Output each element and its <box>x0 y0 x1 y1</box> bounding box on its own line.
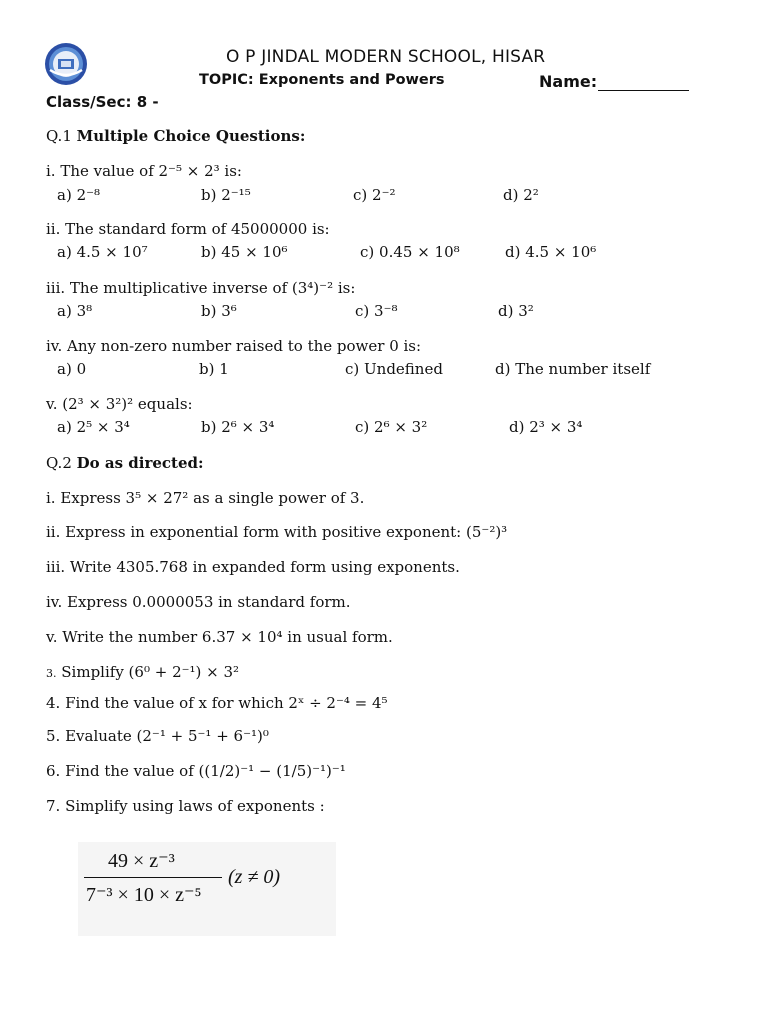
mcq-1-stem: i. The value of 2⁻⁵ × 2³ is: <box>46 162 242 180</box>
mcq-1-option-b: b) 2⁻¹⁵ <box>201 186 251 204</box>
mcq-4-option-d: d) The number itself <box>495 360 651 378</box>
q2-item-i: i. Express 3⁵ × 27² as a single power of 3. <box>46 489 365 507</box>
mcq-2-option-b: b) 45 × 10⁶ <box>201 243 288 261</box>
mcq-4-option-a: a) 0 <box>57 360 87 378</box>
name-blank-line <box>598 90 689 91</box>
fraction-bar <box>84 877 222 878</box>
question-7: 7. Simplify using laws of exponents : <box>46 797 325 815</box>
question-3-text: Simplify (6⁰ + 2⁻¹) × 3² <box>56 663 240 681</box>
mcq-4-option-c: c) Undefined <box>345 360 443 378</box>
mcq-4-option-b: b) 1 <box>199 360 229 378</box>
fraction-numerator: 49 × z⁻³ <box>108 850 175 872</box>
mcq-5-option-c: c) 2⁶ × 3² <box>355 418 428 436</box>
q1-title: Multiple Choice Questions: <box>76 127 306 145</box>
class-section-label: Class/Sec: 8 - <box>46 93 159 111</box>
name-label: Name: <box>539 72 598 91</box>
mcq-1-option-c: c) 2⁻² <box>353 186 396 204</box>
mcq-2-option-d: d) 4.5 × 10⁶ <box>505 243 597 261</box>
fraction-denominator: 7⁻³ × 10 × z⁻⁵ <box>86 884 202 906</box>
q2-title: Do as directed: <box>76 454 204 472</box>
mcq-5-option-b: b) 2⁶ × 3⁴ <box>201 418 275 436</box>
question-5: 5. Evaluate (2⁻¹ + 5⁻¹ + 6⁻¹)⁰ <box>46 727 269 745</box>
q2-heading <box>46 454 204 472</box>
q1-heading <box>46 127 305 145</box>
mcq-2-stem: ii. The standard form of 45000000 is: <box>46 220 330 238</box>
q2-item-v: v. Write the number 6.37 × 10⁴ in usual form. <box>46 628 393 646</box>
mcq-2-option-c: c) 0.45 × 10⁸ <box>360 243 460 261</box>
question-3 <box>46 663 239 681</box>
mcq-5-option-a: a) 2⁵ × 3⁴ <box>57 418 130 436</box>
mcq-1-option-d: d) 2² <box>503 186 539 204</box>
fraction-condition: (z ≠ 0) <box>228 866 281 888</box>
school-name: O P JINDAL MODERN SCHOOL, HISAR <box>226 47 546 67</box>
mcq-4-stem: iv. Any non-zero number raised to the power 0 is: <box>46 337 422 355</box>
mcq-3-stem: iii. The multiplicative inverse of (3⁴)⁻² is: <box>46 279 356 297</box>
mcq-3-option-a: a) 3⁸ <box>57 302 93 320</box>
school-logo-emblem <box>44 42 88 86</box>
q2-item-iii: iii. Write 4305.768 in expanded form using exponents. <box>46 558 460 576</box>
mcq-2-option-a: a) 4.5 × 10⁷ <box>57 243 148 261</box>
school-logo <box>44 42 88 86</box>
question-4: 4. Find the value of x for which 2ˣ ÷ 2⁻⁴ = 4⁵ <box>46 694 388 712</box>
mcq-3-option-d: d) 3² <box>498 302 534 320</box>
mcq-5-stem: v. (2³ × 3²)² equals: <box>46 395 193 413</box>
question-3-number: 3. <box>46 667 57 680</box>
q1-number: Q.1 <box>46 127 72 145</box>
mcq-1-option-a: a) 2⁻⁸ <box>57 186 101 204</box>
mcq-5-option-d: d) 2³ × 3⁴ <box>509 418 583 436</box>
mcq-3-option-b: b) 3⁶ <box>201 302 237 320</box>
fraction-expression <box>78 842 336 936</box>
question-6: 6. Find the value of ((1/2)⁻¹ − (1/5)⁻¹)⁻¹ <box>46 762 346 780</box>
topic-title: TOPIC: Exponents and Powers <box>199 72 445 88</box>
q2-item-ii: ii. Express in exponential form with positive exponent: (5⁻²)³ <box>46 523 508 541</box>
q2-number: Q.2 <box>46 454 72 472</box>
q2-item-iv: iv. Express 0.0000053 in standard form. <box>46 593 351 611</box>
mcq-3-option-c: c) 3⁻⁸ <box>355 302 398 320</box>
